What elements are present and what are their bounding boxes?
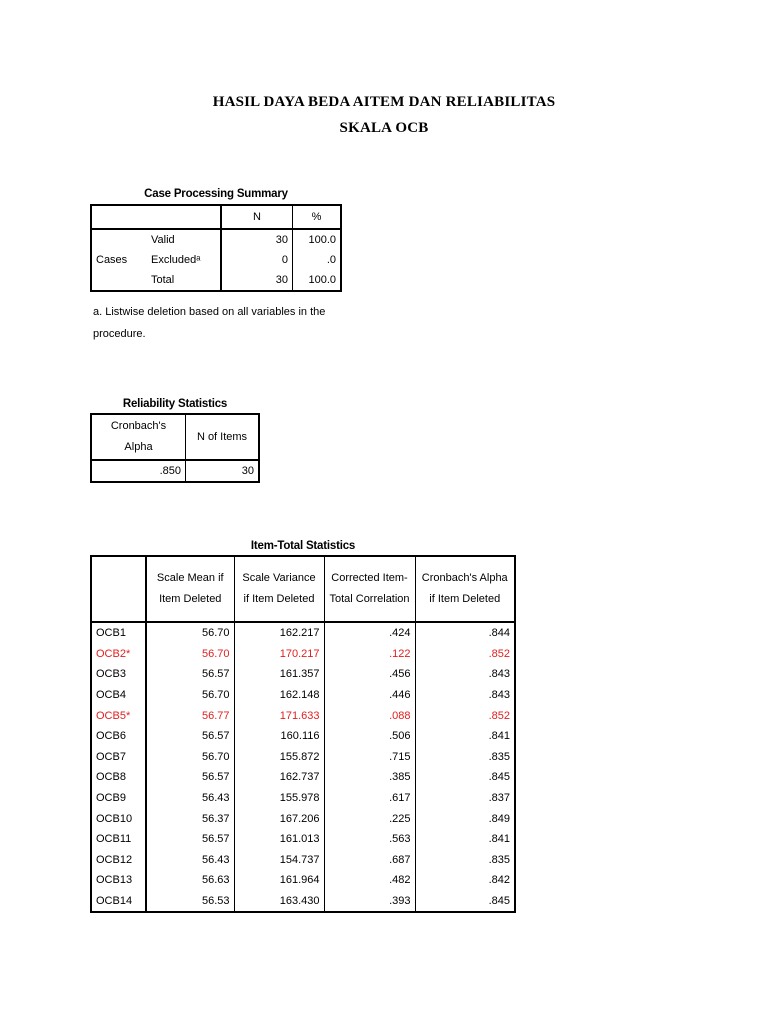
- cell-scale-mean: 56.43: [146, 850, 234, 871]
- table-row: [91, 664, 515, 685]
- cell-scale-mean: 56.53: [146, 891, 234, 913]
- cell-corrected-correlation: .088: [324, 705, 415, 726]
- cell-scale-variance: 160.116: [234, 726, 324, 747]
- cell-item: OCB3: [91, 664, 146, 685]
- cell-scale-mean: 56.57: [146, 664, 234, 685]
- table-row: [91, 808, 515, 829]
- cell-item: OCB1: [91, 622, 146, 644]
- item-total-table: [90, 555, 516, 913]
- cell-alpha-if-deleted: .841: [488, 833, 510, 846]
- cell-scale-variance: 161.357: [234, 664, 324, 685]
- document-subtitle: SKALA OCB: [339, 120, 429, 136]
- cell-alpha-if-deleted: .835: [488, 853, 510, 866]
- cell-alpha-if-deleted: .835: [488, 750, 510, 763]
- cell-scale-variance: 162.737: [234, 767, 324, 788]
- cell-scale-variance: 161.013: [234, 829, 324, 850]
- cell-item: OCB4: [91, 685, 146, 706]
- cell-corrected-correlation: .225: [324, 808, 415, 829]
- cell-scale-variance: 161.964: [234, 870, 324, 891]
- cell-scale-variance: 162.217: [234, 622, 324, 644]
- cell-n: 0: [221, 250, 293, 270]
- cell-scale-variance: 162.148: [234, 685, 324, 706]
- table-row: [91, 891, 515, 913]
- cell-scale-mean: 56.57: [146, 829, 234, 850]
- cell-item: OCB6: [91, 726, 146, 747]
- table-row: [91, 726, 515, 747]
- cell-alpha-if-deleted: .852: [488, 647, 510, 660]
- cell-n-items: 30: [241, 465, 254, 477]
- cell-scale-mean: 56.37: [146, 808, 234, 829]
- cell-alpha-if-deleted: .843: [488, 668, 510, 681]
- document-title: HASIL DAYA BEDA AITEM DAN RELIABILITAS: [212, 94, 556, 110]
- table-row: [91, 767, 515, 788]
- cell-corrected-correlation: .393: [324, 891, 415, 913]
- cell-item: OCB13: [91, 870, 146, 891]
- cell-scale-mean: 56.70: [146, 644, 234, 665]
- case-processing-table: [90, 204, 342, 292]
- table-row: [91, 829, 515, 850]
- cell-alpha-if-deleted: .843: [488, 689, 510, 702]
- case-processing-caption: Case Processing Summary: [144, 188, 288, 200]
- cell-percent: 100.0: [308, 234, 336, 246]
- cell-item: OCB14: [91, 891, 146, 913]
- table-row: [91, 229, 341, 250]
- reliability-caption: Reliability Statistics: [122, 398, 228, 410]
- table-row: [91, 460, 259, 482]
- cell-alpha-if-deleted: .842: [488, 874, 510, 887]
- row-label: Valid: [147, 229, 221, 250]
- cell-scale-mean: 56.43: [146, 788, 234, 809]
- cell-alpha-if-deleted: .837: [488, 792, 510, 805]
- column-header-scale-variance: Scale Variance if Item Deleted: [234, 556, 324, 622]
- cell-scale-variance: 167.206: [234, 808, 324, 829]
- cell-corrected-correlation: .482: [324, 870, 415, 891]
- cell-item: OCB10: [91, 808, 146, 829]
- cell-scale-mean: 56.70: [146, 685, 234, 706]
- cell-scale-variance: 155.872: [234, 747, 324, 768]
- table-row: [91, 870, 515, 891]
- cell-scale-variance: 154.737: [234, 850, 324, 871]
- cell-scale-mean: 56.77: [146, 705, 234, 726]
- column-header-alpha-if-deleted: Cronbach's Alpha if Item Deleted: [415, 556, 515, 622]
- cell-corrected-correlation: .617: [324, 788, 415, 809]
- cell-scale-variance: 170.217: [234, 644, 324, 665]
- column-header-corrected-correlation: Corrected Item-Total Correlation: [324, 556, 415, 622]
- cell-corrected-correlation: .385: [324, 767, 415, 788]
- cell-alpha-if-deleted: .845: [488, 895, 510, 908]
- footnote-text-continued: procedure.: [93, 328, 146, 340]
- cell-alpha-if-deleted: .841: [488, 730, 510, 743]
- cell-n: 30: [221, 270, 293, 291]
- cell-scale-mean: 56.70: [146, 622, 234, 644]
- column-header-scale-mean: Scale Mean if Item Deleted: [146, 556, 234, 622]
- table-row: [91, 685, 515, 706]
- cell-scale-variance: 171.633: [234, 705, 324, 726]
- table-row: [91, 850, 515, 871]
- cell-alpha: .850: [91, 460, 186, 482]
- cell-item: OCB7: [91, 747, 146, 768]
- cell-percent: .0: [326, 254, 336, 266]
- cell-scale-variance: 155.978: [234, 788, 324, 809]
- cell-alpha-if-deleted: .849: [488, 812, 510, 825]
- cell-scale-mean: 56.57: [146, 726, 234, 747]
- cell-item: OCB11: [91, 829, 146, 850]
- row-label: Excludedᵃ: [147, 250, 221, 270]
- cell-item: OCB12: [91, 850, 146, 871]
- cell-scale-mean: 56.57: [146, 767, 234, 788]
- cell-item: OCB2*: [91, 644, 146, 665]
- cell-alpha-if-deleted: .845: [488, 771, 510, 784]
- cell-alpha-if-deleted: .844: [488, 627, 510, 640]
- cell-scale-mean: 56.70: [146, 747, 234, 768]
- table-row: [91, 622, 515, 644]
- item-total-caption: Item-Total Statistics: [250, 540, 356, 552]
- cell-corrected-correlation: .563: [324, 829, 415, 850]
- table-row: [91, 705, 515, 726]
- cell-corrected-correlation: .715: [324, 747, 415, 768]
- column-header-n: N: [221, 205, 293, 229]
- table-row: [91, 747, 515, 768]
- footnote-text: a. Listwise deletion based on all variables in the: [93, 306, 326, 318]
- cell-alpha-if-deleted: .852: [488, 709, 510, 722]
- cell-corrected-correlation: .687: [324, 850, 415, 871]
- cell-corrected-correlation: .122: [324, 644, 415, 665]
- cell-item: OCB8: [91, 767, 146, 788]
- cell-item: OCB9: [91, 788, 146, 809]
- reliability-table: [90, 413, 260, 483]
- table-header-row: [91, 556, 515, 622]
- cell-corrected-correlation: .424: [324, 622, 415, 644]
- cell-scale-mean: 56.63: [146, 870, 234, 891]
- cell-corrected-correlation: .456: [324, 664, 415, 685]
- row-group-label: Cases: [96, 254, 128, 266]
- cell-scale-variance: 163.430: [234, 891, 324, 913]
- column-header-alpha: Cronbach's Alpha: [91, 414, 186, 460]
- table-row: [91, 644, 515, 665]
- column-header-n-items: N of Items: [186, 414, 260, 460]
- row-label: Total: [147, 270, 221, 291]
- cell-item: OCB5*: [91, 705, 146, 726]
- column-header-percent: %: [293, 205, 342, 229]
- cell-percent: 100.0: [308, 274, 336, 286]
- cell-corrected-correlation: .506: [324, 726, 415, 747]
- table-row: [91, 788, 515, 809]
- table-header-row: [91, 414, 259, 460]
- cell-n: 30: [221, 229, 293, 250]
- cell-corrected-correlation: .446: [324, 685, 415, 706]
- table-header-row: [91, 205, 341, 229]
